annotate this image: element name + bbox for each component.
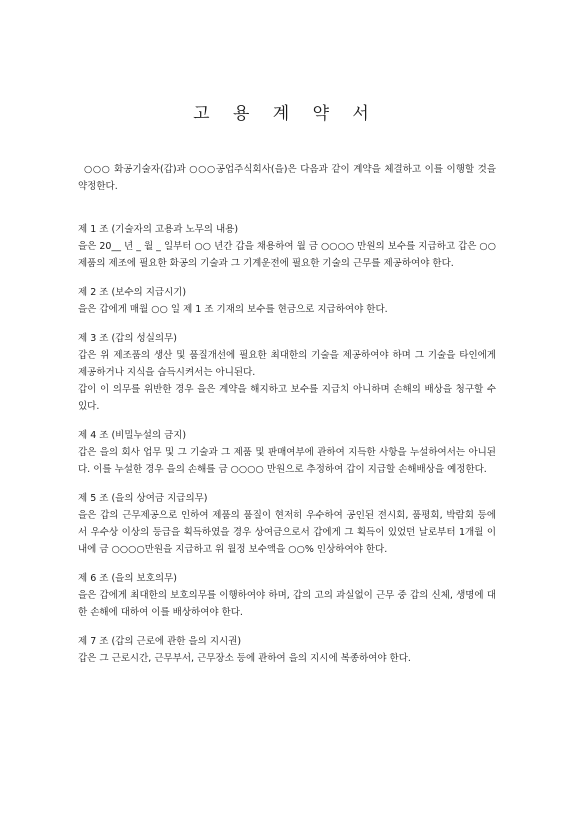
- article-6: [78, 570, 496, 621]
- article-heading: 제 2 조 (보수의 지급시기): [78, 287, 187, 298]
- article-5: [78, 490, 496, 558]
- article-heading: 제 7 조 (갑의 근로에 관한 을의 지시권): [78, 636, 242, 647]
- intro-section: [78, 161, 496, 195]
- article-text: 을은 갑에게 매월 ○○ 일 제 1 조 기재의 보수를 현금으로 지급하여야 한다.: [78, 304, 388, 315]
- article-4: [78, 427, 496, 478]
- article-text: 갑은 을의 회사 업무 및 그 기술과 그 제품 및 판매여부에 관하여 지득한 사항을 누설하여서는 아니된다. 이를 누설한 경우 을의 손해를 금 ○○○○ 만원으로 추정하여 갑이 지급할 손해배상을 예정한다.: [78, 447, 496, 475]
- article-text: 갑은 위 제조품의 생산 및 품질개선에 필요한 최대한의 기술을 제공하여야 하며 그 기술을 타인에게 제공하거나 지식을 습득시켜서는 아니된다.: [78, 350, 496, 378]
- article-2: [78, 284, 496, 318]
- article-text: 을은 갑의 근무제공으로 인하여 제품의 품질이 현저히 우수하여 공인된 전시회, 품평회, 박람회 등에서 우수상 이상의 등급을 획득하였을 경우 상여금으로서 갑에게 그 획득이 있었던 날로부터 1개월 이내에 금 ○○○○만원을 지급하고 위 월정 보수액을 ○○% 인상하여야 한다.: [78, 510, 496, 555]
- article-text: 을은 갑에게 최대한의 보호의무를 이행하여야 하며, 갑의 고의 과실없이 근무 중 갑의 신체, 생명에 대한 손해에 대하여 이를 배상하여야 한다.: [78, 590, 496, 618]
- article-heading: 제 3 조 (갑의 성실의무): [78, 333, 177, 344]
- article-heading: 제 4 조 (비밀누설의 금지): [78, 430, 187, 441]
- article-7: [78, 633, 496, 667]
- article-text: 을은 20__ 년 _ 월 _ 일부터 ○○ 년간 갑을 채용하여 월 금 ○○○○ 만원의 보수를 지급하고 갑은 ○○ 제품의 제조에 필요한 화공의 기술과 그 기계운전에 필요한 기술의 근무를 제공하여야 한다.: [78, 241, 496, 269]
- article-3: [78, 330, 496, 415]
- article-heading: 제 5 조 (을의 상여금 지급의무): [78, 493, 208, 504]
- article-heading: 제 6 조 (을의 보호의무): [78, 573, 177, 584]
- article-1: [78, 221, 496, 272]
- articles-section: [78, 221, 496, 679]
- intro-paragraph: ○○○ 화공기술자(갑)과 ○○○공업주식회사(을)은 다음과 같이 계약을 체결하고 이를 이행할 것을 약정한다.: [78, 164, 496, 192]
- article-heading: 제 1 조 (기술자의 고용과 노무의 내용): [78, 224, 239, 235]
- document-title: 고 용 계 약 서: [193, 104, 378, 125]
- article-text: 갑이 이 의무를 위반한 경우 을은 계약을 해지하고 보수를 지급치 아니하며 손해의 배상을 청구할 수 있다.: [78, 384, 496, 412]
- article-text: 갑은 그 근로시간, 근무부서, 근무장소 등에 관하여 을의 지시에 복종하여야 한다.: [78, 653, 411, 664]
